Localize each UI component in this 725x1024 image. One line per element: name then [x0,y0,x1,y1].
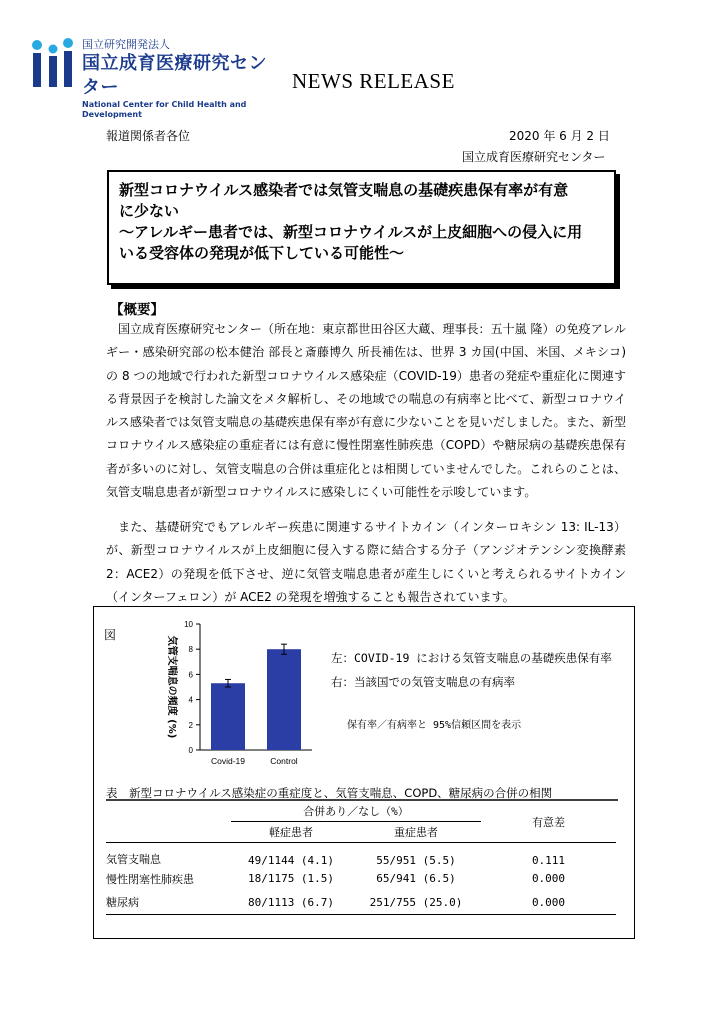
summary-paragraph-2 [106,516,626,609]
x-tick-label: Covid-19 [210,756,246,766]
y-tick-label: 2 [188,720,193,730]
row-severe: 251/755 (25.0) [369,895,463,909]
table-row [106,891,616,915]
correlation-table [106,801,616,915]
group-header: 合併あり／なし（%） [231,801,481,822]
y-tick-label: 6 [188,670,193,680]
title-line: 新型コロナウイルス感染者では気管支喘息の基礎疾患保有率が有意 [119,181,569,199]
row-mild: 18/1175 (1.5) [247,872,335,885]
row-name: 糖尿病 [106,896,139,910]
table-caption: 表 新型コロナウイルス感染症の重症度と、気管支喘息、COPD、糖尿病の合併の相関 [106,786,553,800]
logo-line2: 国立成育医療研究センター [82,53,267,98]
row-severe: 65/941 (6.5) [376,872,456,885]
title-line: に少ない [119,202,180,220]
summary-paragraph-1 [106,318,626,504]
col-severe-header: 重症患者 [394,826,438,839]
figure-note: 保有率／有病率と 95%信頼区間を表示 [347,720,522,731]
news-release-heading: NEWS RELEASE [292,69,455,93]
row-name: 慢性閉塞性肺疾患 [106,872,194,886]
logo-line1: 国立研究開発法人 [82,38,170,51]
row-mild: 80/1113 (6.7) [247,895,335,909]
y-tick-label: 8 [188,645,193,655]
title-box [107,170,616,285]
figure-label: 図 [104,628,117,642]
table-row [106,843,616,867]
row-severe: 55/951 (5.5) [376,853,456,867]
y-tick-label: 10 [184,620,193,629]
logo [82,38,282,120]
summary-heading: 【概要】 [110,302,164,318]
row-p: 0.000 [531,895,566,909]
row-mild: 49/1144 (4.1) [247,853,335,867]
logo-mark-icon [28,38,78,90]
row-p: 0.111 [531,853,566,867]
title-line: いる受容体の発現が低下している可能性〜 [119,244,405,262]
paragraph-text: また、基礎研究でもアレルギー疾患に関連するサイトカイン（インターロキシン 13: IL-13）が、新型コロナウイルスが上皮細胞に侵入する際に結合する分子（アンジオテンシン変換酵素 2：ACE2）の発現を低下させ、逆に気管支喘息患者が産生しにくいと考えられるサイトカイン（インターフェロン）が ACE2 の発現を増強することも報告されています。 [106,520,626,604]
bar [267,649,301,750]
row-name: 気管支喘息 [106,852,161,866]
legend-left: 左：COVID-19 における気管支喘息の基礎疾患保有率 [331,651,612,665]
legend-right: 右：当該国での気管支喘息の有病率 [331,675,515,689]
release-date: 2020 年 6 月 2 日 [509,129,610,143]
title-line: 〜アレルギー患者では、新型コロナウイルスが上皮細胞への侵入に用 [119,223,583,241]
row-p: 0.000 [531,872,566,885]
col-p-header: 有意差 [532,815,565,829]
organization: 国立成育医療研究センター [462,150,606,164]
col-mild-header: 軽症患者 [269,826,313,839]
logo-line3: National Center for Child Health and Development [82,100,247,119]
table-row [106,867,616,891]
y-tick-label: 4 [188,695,193,705]
paragraph-text: 国立成育医療研究センター（所在地：東京都世田谷区大蔵、理事長：五十嵐 隆）の免疫アレルギー・感染研究部の松本健治 部長と斎藤博久 所長補佐は、世界 3 カ国(中国、米国、メキシコ)の 8 つの地域で行われた新型コロナウイルス感染症（COVID-19）患者の発症や重症化に関連する背景因子を検討した論文をメタ解析し、その地域での喘息の有病率と比べて、新型コロナウイルス感染者では気管支喘息の基礎疾患保有率が有意に少ないことを見いだしました。また、新型コロナウイルス感染症の重症者には有意に慢性閉塞性肺疾患（COPD）や糖尿病の基礎疾患保有者が多いのに対し、気管支喘息の合併は重症化とは相関していませんでした。これらのことは、気管支喘息患者が新型コロナウイルスに感染しにくい可能性を示唆しています。 [106,322,626,500]
bar-chart [155,612,315,772]
x-tick-label: Control [270,756,298,766]
addressee: 報道関係者各位 [106,129,191,143]
bar [211,683,245,750]
y-tick-label: 0 [188,746,193,755]
y-axis-label: 気管支喘息の頻度 (%) [166,635,177,739]
